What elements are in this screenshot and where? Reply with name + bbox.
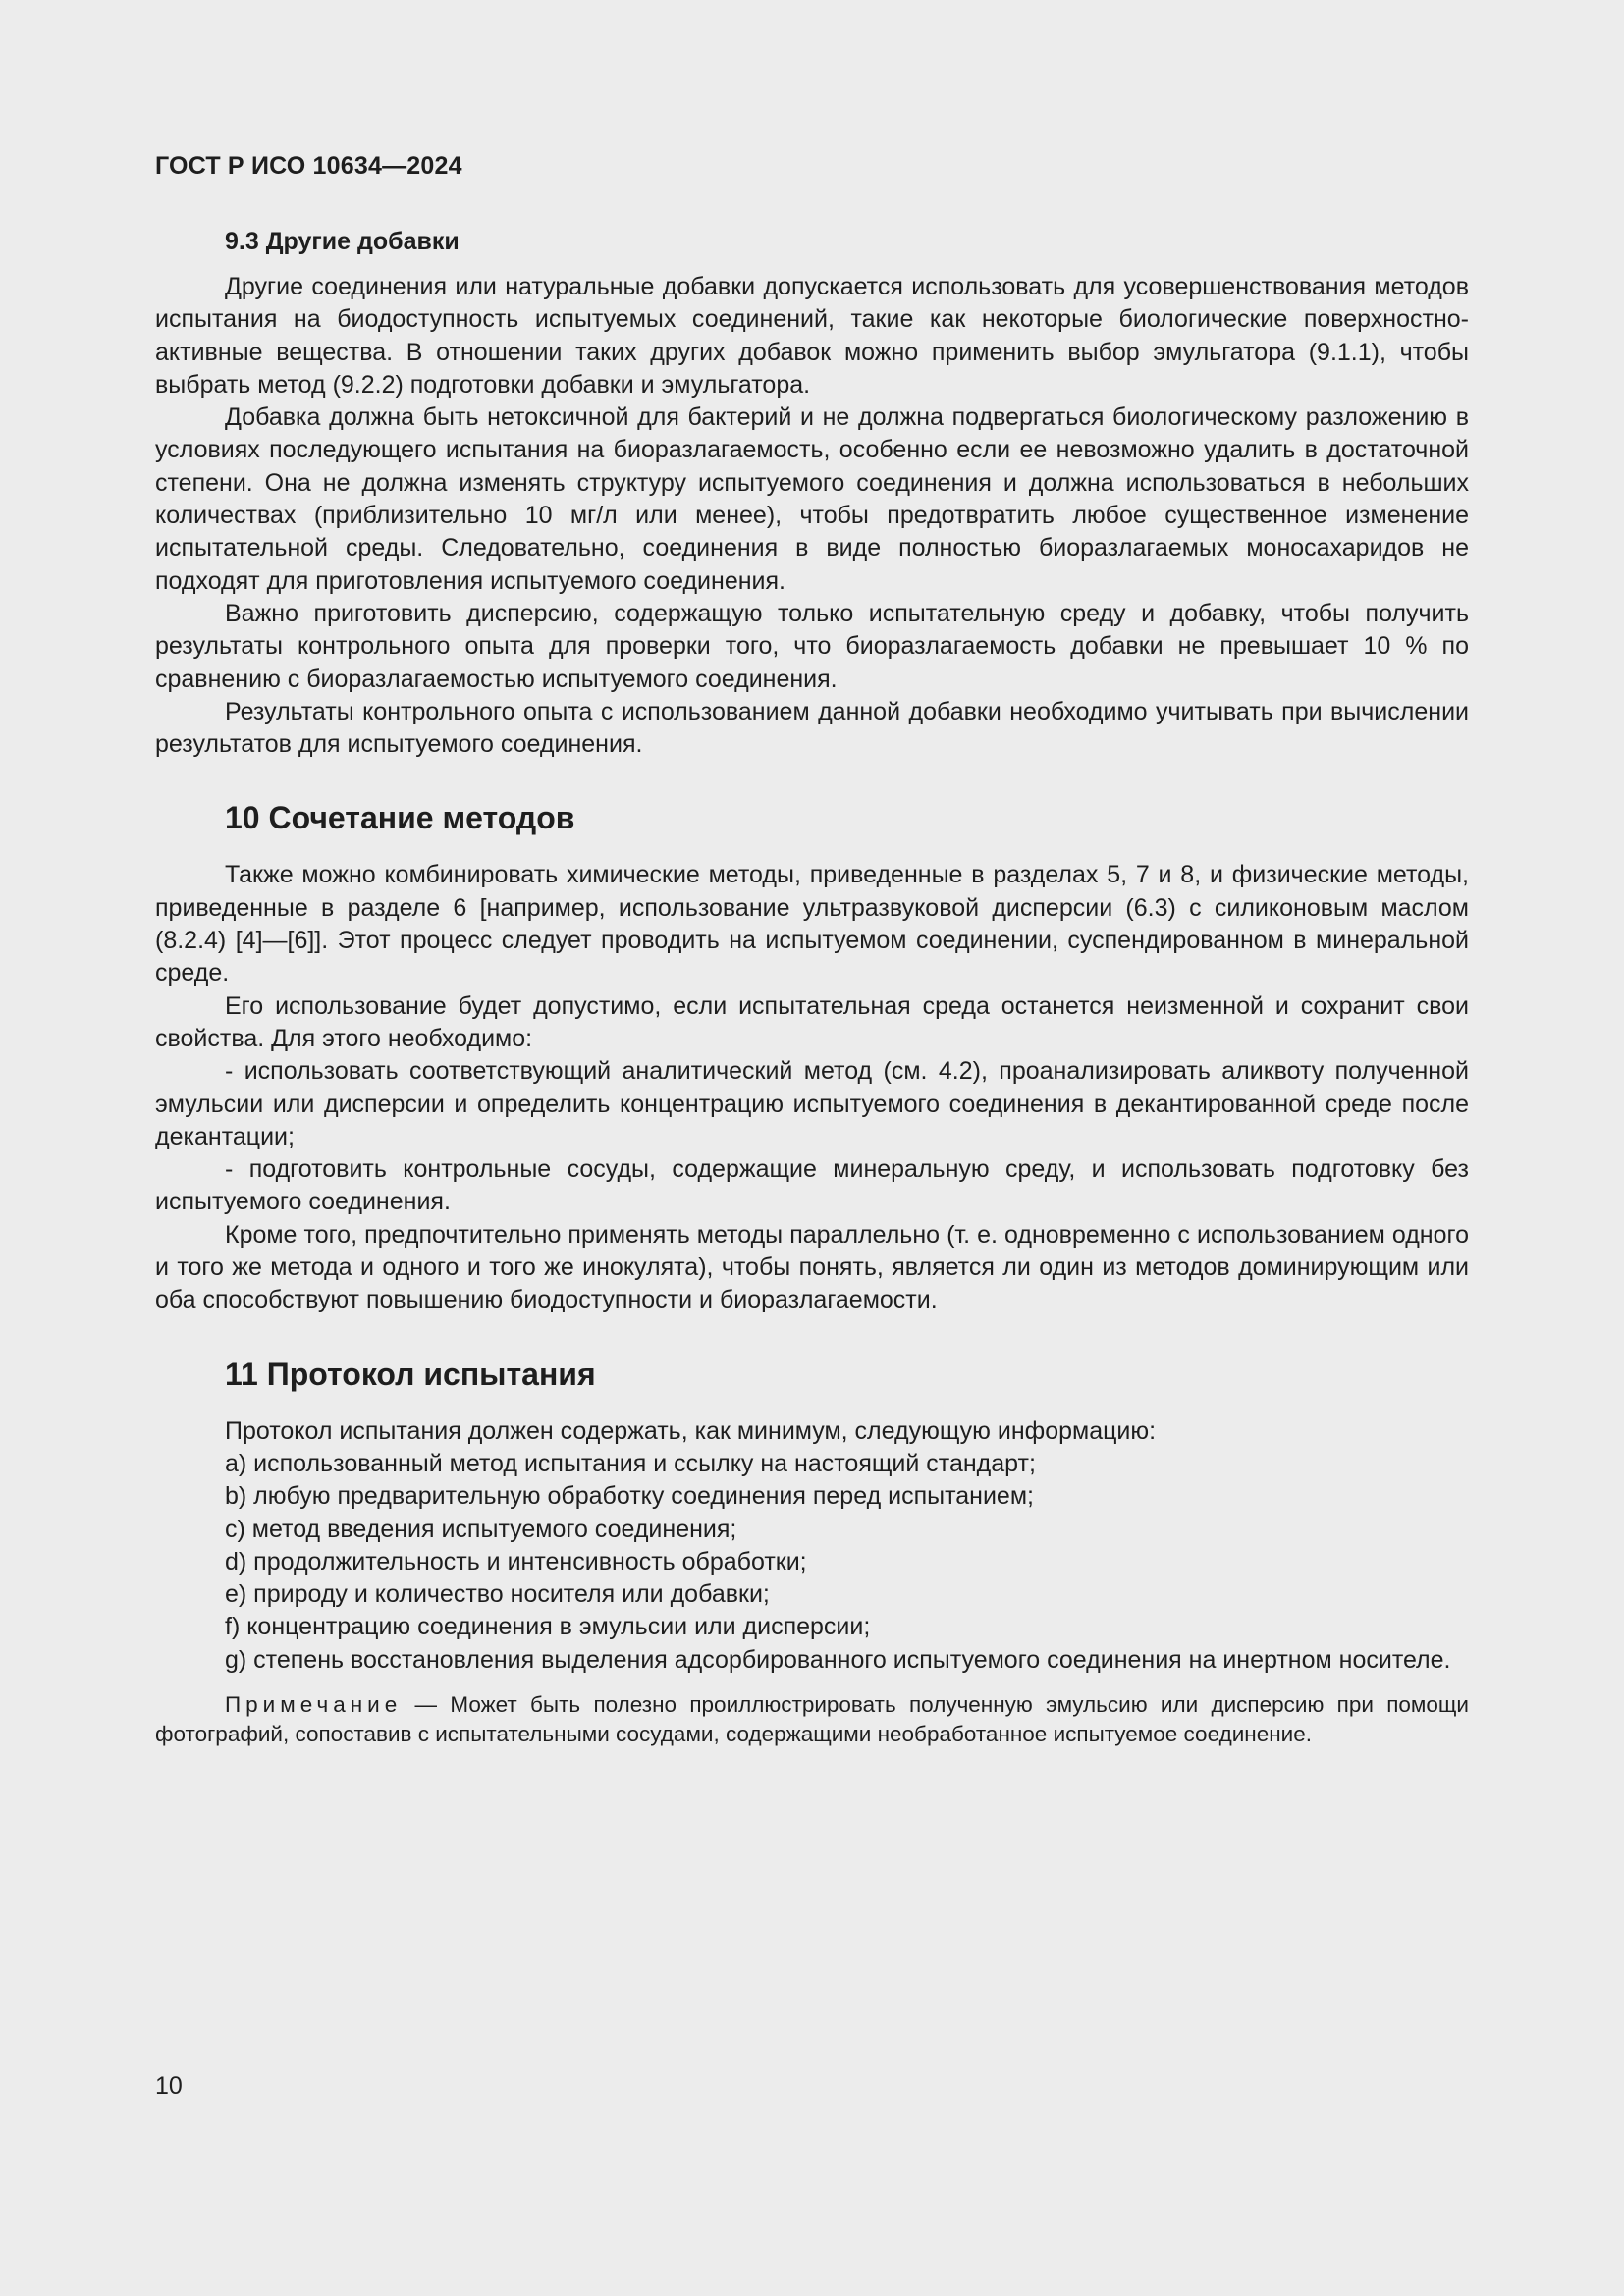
protocol-list-item: b) любую предварительную обработку соединения перед испытанием;	[225, 1482, 1034, 1511]
protocol-list-item: e) природу и количество носителя или добавки;	[225, 1580, 770, 1609]
protocol-list-item: g) степень восстановления выделения адсорбированного испытуемого соединения на инертном носителе.	[225, 1645, 1451, 1674]
section-11-intro: Протокол испытания должен содержать, как минимум, следующую информацию:	[225, 1416, 1157, 1445]
note-label: Примечание	[225, 1691, 403, 1717]
protocol-list-item: c) метод введения испытуемого соединения;	[225, 1515, 737, 1543]
page-content	[155, 224, 1469, 1749]
document-header: ГОСТ Р ИСО 10634—2024	[155, 152, 462, 180]
protocol-list-item: f) концентрацию соединения в эмульсии или дисперсии;	[225, 1613, 871, 1641]
section-9-3-paragraph: Важно приготовить дисперсию, содержащую только испытательную среду и добавку, чтобы получить результаты контрольного опыта для проверки того, что биоразлагаемость добавки не превышает 10 % по сравнению с биоразлагаемостью испытуемого соединения.	[155, 599, 1469, 693]
section-10-paragraph: Кроме того, предпочтительно применять методы параллельно (т. е. одновременно с использованием одного и того же метода и одного и того же инокулята), чтобы понять, является ли один из методов доминирующим или оба способствуют повышению биодоступности и биоразлагаемости.	[155, 1220, 1469, 1314]
section-9-3-paragraph: Результаты контрольного опыта с использованием данной добавки необходимо учитывать при вычислении результатов для испытуемого соединения.	[155, 697, 1469, 759]
protocol-list-item: d) продолжительность и интенсивность обработки;	[225, 1547, 807, 1575]
note	[155, 1690, 1469, 1749]
section-10-title: 10 Сочетание методов	[225, 800, 575, 836]
note-text: — Может быть полезно проиллюстрировать полученную эмульсию или дисперсию при помощи фотографий, сопоставив с испытательными сосудами, содержащими необработанное испытуемое соединение.	[155, 1691, 1469, 1746]
section-9-3-paragraph: Добавка должна быть нетоксичной для бактерий и не должна подвергаться биологическому разложению в условиях последующего испытания на биоразлагаемость, особенно если ее невозможно удалить в достаточной степени. Она не должна изменять структуру испытуемого соединения и должна использоваться в небольших количествах (приблизительно 10 мг/л или менее), чтобы предотвратить любое существенное изменение испытательной среды. Следовательно, соединения в виде полностью биоразлагаемых моносахаридов не подходят для приготовления испытуемого соединения.	[155, 403, 1469, 595]
protocol-list-item: a) использованный метод испытания и ссылку на настоящий стандарт;	[225, 1449, 1036, 1477]
section-10-list-item: - использовать соответствующий аналитический метод (см. 4.2), проанализировать аликвоту полученной эмульсии или дисперсии и определить концентрацию испытуемого соединения в декантированной среде после декантации;	[155, 1057, 1469, 1150]
section-9-3-paragraph: Другие соединения или натуральные добавки допускается использовать для усовершенствования методов испытания на биодоступность испытуемых соединений, такие как некоторые биологические поверхностно-активные вещества. В отношении таких других добавок можно применить выбор эмульгатора (9.1.1), чтобы выбрать метод (9.2.2) подготовки добавки и эмульгатора.	[155, 273, 1469, 399]
section-9-3-title: 9.3 Другие добавки	[225, 228, 460, 255]
section-10-list-item: - подготовить контрольные сосуды, содержащие минеральную среду, и использовать подготовку без испытуемого соединения.	[155, 1155, 1469, 1216]
section-11-title: 11 Протокол испытания	[225, 1356, 596, 1392]
section-10-paragraph: Также можно комбинировать химические методы, приведенные в разделах 5, 7 и 8, и физические методы, приведенные в разделе 6 [например, использование ультразвуковой дисперсии (6.3) с силиконовым маслом (8.2.4) [4]—[6]]. Этот процесс следует проводить на испытуемом соединении, суспендированном в минеральной среде.	[155, 861, 1469, 988]
page-number: 10	[155, 2072, 183, 2100]
section-10-paragraph: Его использование будет допустимо, если испытательная среда останется неизменной и сохранит свои свойства. Для этого необходимо:	[155, 991, 1469, 1052]
